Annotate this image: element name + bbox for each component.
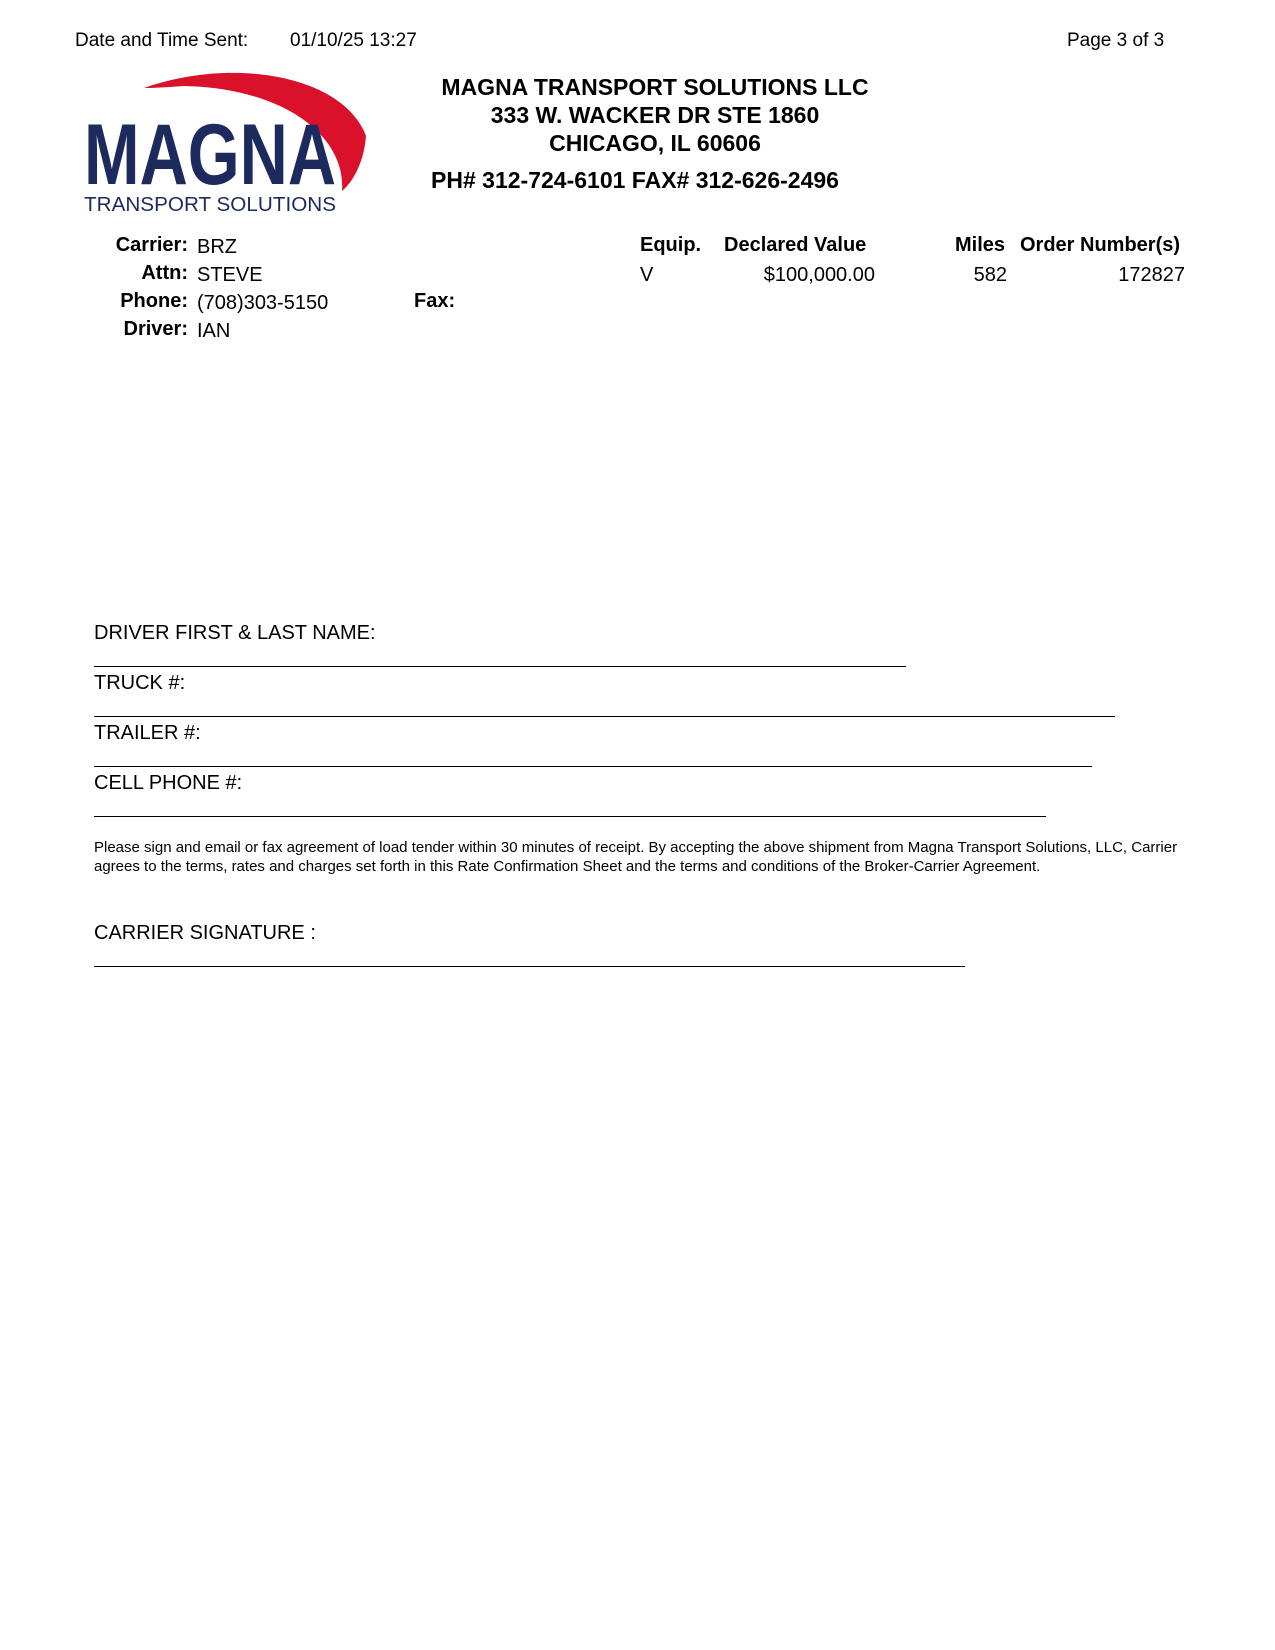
order-numbers-header: Order Number(s): [1020, 234, 1181, 256]
trailer-label: TRAILER #:: [94, 722, 201, 744]
carrier-signature-label: CARRIER SIGNATURE :: [94, 922, 316, 944]
phone-label: Phone:: [120, 290, 188, 312]
declared-value-header: Declared Value: [724, 234, 867, 256]
date-sent-value: 01/10/25 13:27: [290, 30, 417, 51]
trailer-line: [94, 766, 1092, 767]
driver-value: IAN: [197, 320, 231, 342]
equip-header: Equip.: [640, 234, 702, 256]
company-city: CHICAGO, IL 60606: [549, 130, 761, 156]
truck-line: [94, 716, 1115, 717]
carrier-value: BRZ: [197, 236, 237, 258]
equip-value: V: [640, 264, 654, 286]
miles-header: Miles: [955, 234, 1006, 256]
magna-logo: [84, 66, 366, 216]
cell-phone-line: [94, 816, 1046, 817]
logo-word: MAGNA: [84, 107, 336, 203]
cell-phone-label: CELL PHONE #:: [94, 772, 243, 794]
attn-label: Attn:: [141, 262, 188, 284]
phone-value: (708)303-5150: [197, 292, 329, 314]
driver-name-label: DRIVER FIRST & LAST NAME:: [94, 622, 376, 644]
page-indicator: Page 3 of 3: [1067, 30, 1165, 51]
order-number-value: 172827: [1118, 264, 1185, 286]
logo-tagline: TRANSPORT SOLUTIONS: [84, 194, 336, 216]
fax-label: Fax:: [414, 290, 456, 312]
carrier-signature-line: [94, 966, 965, 967]
carrier-label: Carrier:: [115, 234, 188, 256]
date-sent-label: Date and Time Sent:: [75, 30, 249, 51]
company-street: 333 W. WACKER DR STE 1860: [490, 102, 820, 128]
attn-value: STEVE: [197, 264, 263, 286]
driver-label: Driver:: [123, 318, 188, 340]
miles-value: 582: [973, 264, 1007, 286]
terms-text: Please sign and email or fax agreement of load tender within 30 minutes of receipt. By accepting the above shipment from Magna Transport Solutions, LLC, Carrier agrees to the terms, rates and charges set forth in this Rate Confirmation Sheet and the terms and conditions of the Broker-Carrier Agreement.: [94, 839, 1178, 875]
driver-name-line: [94, 666, 906, 667]
company-name: MAGNA TRANSPORT SOLUTIONS LLC: [441, 74, 869, 100]
declared-value: $100,000.00: [763, 264, 875, 286]
truck-label: TRUCK #:: [94, 672, 186, 694]
company-phone-fax: PH# 312-724-6101 FAX# 312-626-2496: [431, 167, 839, 193]
